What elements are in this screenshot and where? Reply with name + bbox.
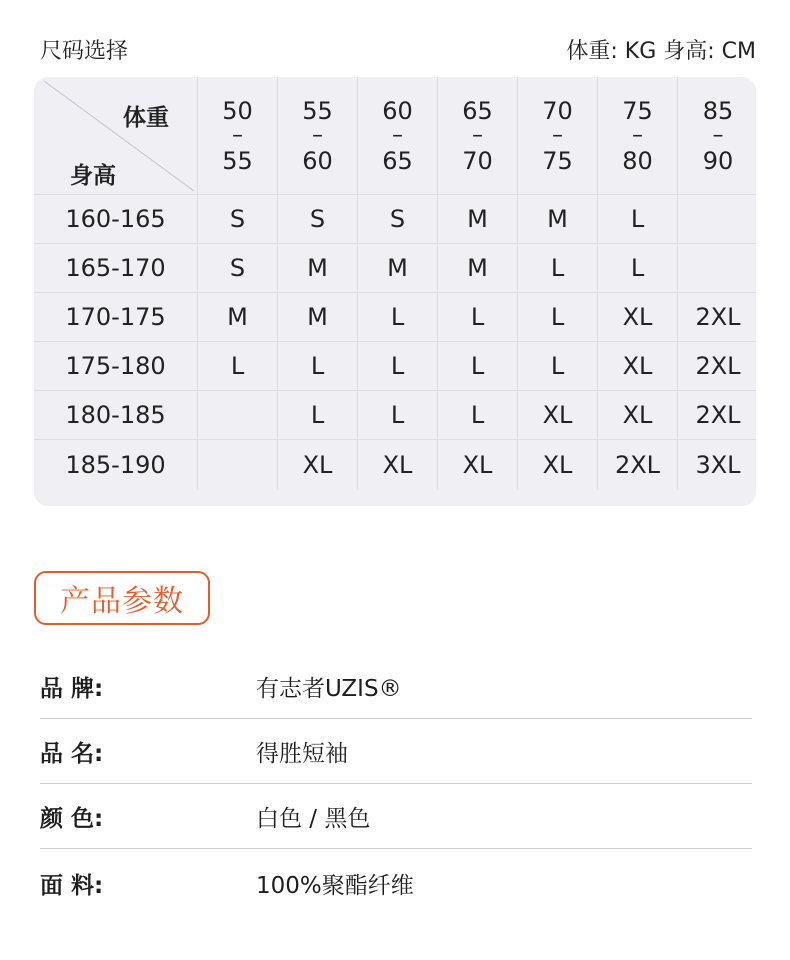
corner-weight-label: 体重 bbox=[123, 105, 169, 131]
size-cell: M bbox=[278, 293, 358, 342]
weight-range-from: 50 bbox=[222, 96, 253, 125]
size-title: 尺码选择 bbox=[40, 38, 129, 64]
size-cell: S bbox=[198, 195, 278, 244]
weight-range-from: 65 bbox=[462, 96, 493, 125]
spec-row bbox=[40, 851, 752, 915]
height-range-label: 160-165 bbox=[34, 195, 198, 244]
weight-range-header bbox=[518, 77, 598, 195]
size-cell bbox=[198, 391, 278, 440]
size-cell: XL bbox=[358, 440, 438, 489]
weight-range-separator: – bbox=[392, 122, 403, 148]
size-cell: 3XL bbox=[695, 450, 741, 479]
spec-value: 有志者UZIS® bbox=[256, 676, 402, 702]
weight-range-separator: – bbox=[472, 122, 483, 148]
size-cell: XL bbox=[518, 440, 598, 489]
size-cell: XL bbox=[598, 342, 678, 391]
weight-range-separator: – bbox=[712, 122, 724, 148]
corner-height-label: 身高 bbox=[70, 163, 116, 189]
size-cell: L bbox=[518, 244, 598, 293]
weight-range-header bbox=[358, 77, 438, 195]
size-cell: L bbox=[278, 391, 358, 440]
spec-value: 得胜短袖 bbox=[256, 741, 348, 767]
product-params-title: 产品参数 bbox=[60, 584, 184, 619]
size-cell: L bbox=[518, 342, 598, 391]
size-cell: L bbox=[598, 244, 678, 293]
size-cell: 2XL bbox=[678, 391, 756, 440]
product-params-tag bbox=[34, 571, 210, 625]
spec-label: 品 名: bbox=[40, 741, 104, 767]
size-cell: S bbox=[198, 244, 278, 293]
weight-range-header bbox=[198, 77, 278, 195]
size-cell bbox=[198, 440, 278, 489]
size-cell: M bbox=[438, 195, 518, 244]
size-cell: L bbox=[438, 293, 518, 342]
size-cell: M bbox=[518, 195, 598, 244]
size-cell: XL bbox=[278, 440, 358, 489]
size-cell: M bbox=[278, 244, 358, 293]
height-range-label: 185-190 bbox=[34, 440, 198, 489]
height-range-label: 175-180 bbox=[34, 342, 198, 391]
weight-range-to: 80 bbox=[622, 146, 653, 175]
height-range-label: 170-175 bbox=[34, 293, 198, 342]
spec-label: 面 料: bbox=[40, 872, 104, 899]
spec-row bbox=[40, 655, 752, 719]
size-cell: XL bbox=[598, 391, 678, 440]
weight-range-to: 70 bbox=[462, 146, 493, 175]
height-range-label: 165-170 bbox=[34, 244, 198, 293]
weight-range-to: 75 bbox=[542, 146, 573, 175]
size-cell: L bbox=[598, 195, 678, 244]
size-cell bbox=[678, 244, 756, 293]
corner-header bbox=[34, 77, 198, 195]
weight-range-from: 85 bbox=[702, 96, 734, 125]
size-cell: XL bbox=[598, 293, 678, 342]
weight-range-header bbox=[438, 77, 518, 195]
weight-range-to: 90 bbox=[702, 146, 734, 175]
spec-value: 白色 / 黑色 bbox=[256, 806, 371, 832]
units-note: 体重: KG 身高: CM bbox=[566, 38, 756, 64]
size-cell: L bbox=[358, 293, 438, 342]
weight-range-separator: – bbox=[552, 122, 563, 148]
weight-range-header bbox=[678, 77, 756, 195]
weight-range-to: 60 bbox=[302, 146, 333, 175]
spec-label: 品 牌: bbox=[40, 676, 104, 702]
weight-range-header bbox=[278, 77, 358, 195]
size-cell: 2XL bbox=[598, 440, 678, 489]
weight-range-from: 70 bbox=[542, 96, 573, 125]
size-cell: L bbox=[438, 391, 518, 440]
weight-range-header bbox=[598, 77, 678, 195]
height-range-label: 180-185 bbox=[34, 391, 198, 440]
size-cell: L bbox=[518, 293, 598, 342]
spec-row bbox=[40, 720, 752, 784]
spec-value: 100%聚酯纤维 bbox=[256, 872, 414, 899]
weight-range-from: 60 bbox=[382, 96, 413, 125]
size-cell: M bbox=[438, 244, 518, 293]
size-cell: M bbox=[198, 293, 278, 342]
weight-range-to: 65 bbox=[382, 146, 413, 175]
size-cell: L bbox=[438, 342, 518, 391]
weight-range-separator: – bbox=[632, 122, 643, 148]
size-cell: 2XL bbox=[678, 293, 756, 342]
weight-range-from: 75 bbox=[622, 96, 653, 125]
spec-label: 颜 色: bbox=[40, 806, 104, 832]
size-cell: XL bbox=[438, 440, 518, 489]
size-header bbox=[40, 32, 756, 66]
size-cell bbox=[678, 195, 756, 244]
size-chart-table bbox=[34, 77, 756, 506]
size-cell: L bbox=[358, 391, 438, 440]
weight-range-separator: – bbox=[312, 122, 323, 148]
size-cell: L bbox=[198, 342, 278, 391]
size-cell: 2XL bbox=[678, 342, 756, 391]
size-cell: M bbox=[358, 244, 438, 293]
diagonal-line bbox=[34, 77, 198, 195]
size-cell: S bbox=[278, 195, 358, 244]
size-cell: L bbox=[278, 342, 358, 391]
size-grid bbox=[34, 77, 756, 506]
size-cell: XL bbox=[518, 391, 598, 440]
weight-range-to: 55 bbox=[222, 146, 253, 175]
weight-range-from: 55 bbox=[302, 96, 333, 125]
spec-row bbox=[40, 785, 752, 849]
weight-range-separator: – bbox=[232, 122, 243, 148]
size-cell: L bbox=[358, 342, 438, 391]
size-cell: S bbox=[358, 195, 438, 244]
